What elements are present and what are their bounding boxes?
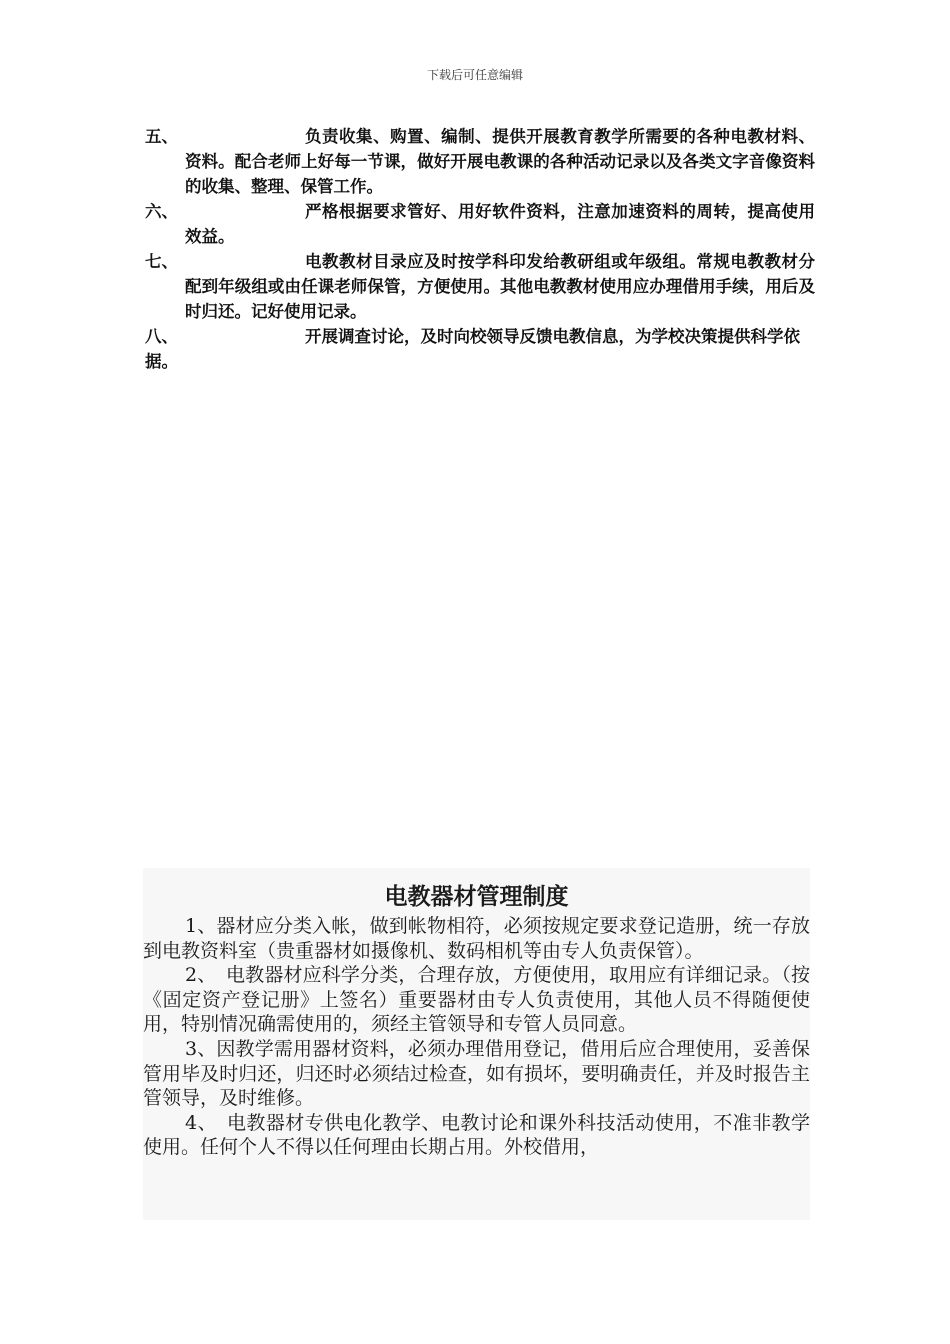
duty-text: 电教教材目录应及时按学科印发给教研组或年级组。常规电教教材分配到年级组或由任课老师保管，方便使用。其他电教教材使用应办理借用手续，用后及时归还。记好使用记录。 — [185, 252, 815, 321]
duty-number: 八、 — [145, 327, 178, 346]
equipment-management-section — [143, 868, 810, 1220]
duty-number: 五、 — [145, 127, 178, 146]
rule-paragraph-1: 1、器材应分类入帐，做到帐物相符，必须按规定要求登记造册，统一存放到电教资料室（贵重器材如摄像机、数码相机等由专人负责保管）。 — [143, 915, 810, 962]
duty-text: 严格根据要求管好、用好软件资料，注意加速资料的周转，提高使用效益。 — [185, 202, 815, 246]
duty-text: 负责收集、购置、编制、提供开展教育教学所需要的各种电教材料、资料。配合老师上好每一节课，做好开展电教课的各种活动记录以及各类文字音像资料的收集、整理、保管工作。 — [185, 127, 815, 196]
duty-number: 七、 — [145, 252, 178, 271]
rule-paragraph-2: 2、 电教器材应科学分类，合理存放，方便使用，取用应有详细记录。（按《固定资产登记册》上签名）重要器材由专人负责使用，其他人员不得随便使用，特别情况确需使用的，须经主管领导和专管人员同意。 — [143, 964, 810, 1036]
duty-item-7 — [145, 249, 815, 324]
duty-item-6 — [145, 199, 815, 249]
rule-paragraph-3: 3、因教学需用器材资料，必须办理借用登记，借用后应合理使用，妥善保管用毕及时归还，归还时必须结过检查，如有损坏，要明确责任，并及时报告主管领导，及时维修。 — [143, 1037, 810, 1110]
duty-number: 六、 — [145, 202, 178, 221]
duties-list — [145, 124, 815, 374]
page-header-note: 下载后可任意编辑 — [426, 68, 523, 82]
rule-paragraph-4: 4、 电教器材专供电化教学、电教讨论和课外科技活动使用，不准非教学使用。任何个人不得以任何理由长期占用。外校借用， — [143, 1111, 810, 1159]
duty-item-8 — [145, 324, 815, 374]
duty-item-5 — [145, 124, 815, 199]
section-title: 电教器材管理制度 — [384, 884, 569, 910]
duty-text: 开展调查讨论，及时向校领导反馈电教信息，为学校决策提供科学依据。 — [145, 327, 800, 371]
